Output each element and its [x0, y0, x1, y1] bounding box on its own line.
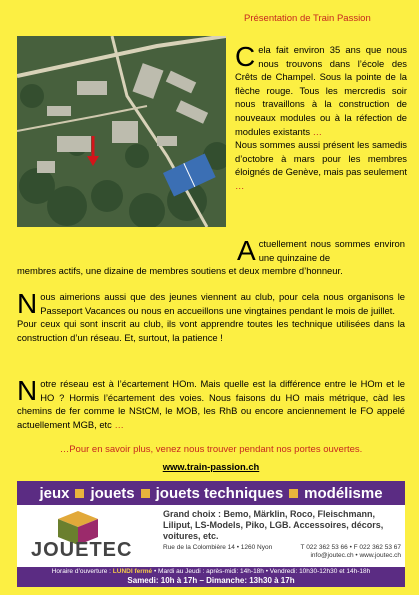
- aerial-photo: [17, 36, 226, 227]
- drop-cap: C: [235, 41, 256, 72]
- ad-info: Grand choix : Bemo, Märklin, Roco, Fleischmann, Liliput, LS-Models, Piko, LGB. Accessoires, décors, voitures, etc. Rue de la Colombière 14 • 1260 Nyon T 022 362 53 66 • F 022 362 53 67 info@joutec.ch • www.joutec.ch: [163, 509, 401, 559]
- members-paragraph: A ctuellement nous sommes environ une quinzaine de membres actifs, une dizaine de membres soutiens et deux membre d’honneur.: [17, 235, 405, 277]
- page-title: Présentation de Train Passion: [244, 13, 371, 24]
- open-house-invite: …Pour en savoir plus, venez nous trouver pendant nos portes ouvertes.: [59, 444, 363, 455]
- square-bullet-icon: [289, 489, 298, 498]
- drop-cap: N: [17, 288, 38, 319]
- shop-phone: T 022 362 53 66 • F 022 362 53 67: [300, 544, 401, 551]
- website-link[interactable]: www.train-passion.ch: [162, 461, 260, 472]
- joutec-advertisement: [17, 481, 405, 587]
- intro-paragraph: C ela fait environ 35 ans que nous nous trouvons dans l’école des Crêts de Champel. Sous la pointe de la flèche rouge. Tous les mercredis soir nous travaillons à la construction de nouveaux modules ou à la réfection de modules existants … Nous sommes aussi présent les samedis d’octobre à mars pour les membres éloignés de Genève, mais pas seulement …: [235, 41, 407, 191]
- joutec-logo: JOUETEC: [23, 509, 163, 567]
- youth-paragraph: N ous aimerions aussi que des jeunes viennent au club, pour cela nous organisons le Passeport Vacances ou nous en accueillons une vingtaines pendant le mois de juillet. Pour ceux qui sont inscrit au club, ils vont apprendre toutes les technique utilisées dans la construction d’un réseau. Et, surtout, la patience !: [17, 288, 405, 343]
- saturday-text: Nous sommes aussi présent les samedis d’octobre à mars pour les membres éloignés de Genève, mais pas seulement: [235, 139, 407, 178]
- drop-cap: N: [17, 375, 38, 406]
- square-bullet-icon: [141, 489, 150, 498]
- ad-banner: jeux jouets jouets techniques modélisme: [17, 481, 405, 505]
- opening-hours: Horaire d’ouverture : LUNDI fermé • Mardi au Jeudi : après-midi: 14h-18h • Vendredi: 10h30-12h30 et 14h-18h Samedi: 10h à 17h – Dimanche: 13h30 à 17h: [17, 567, 405, 587]
- gauge-paragraph: N otre réseau est à l’écartement HOm. Mais quelle est la différence entre le HOm et le HO ? Hormis l’écartement des voies. Nous faisons du HO mais métrique, càd les chemins de fer comme le NStCM, le MOB, les RhB ou encore anciennement le FO appelé actuellement MGB, etc …: [17, 375, 405, 430]
- shop-contact: info@joutec.ch • www.joutec.ch: [310, 552, 401, 559]
- intro-text: ela fait environ 35 ans que nous nous trouvons dans l’école des Crêts de Champel. Sous la pointe de la flèche rouge. Tous les mercredis soir nous travaillons à la construction de nouveaux modules ou à la réfection de modules existants: [235, 44, 407, 137]
- shop-address: Rue de la Colombière 14 • 1260 Nyon: [163, 544, 273, 551]
- drop-cap: A: [237, 235, 256, 266]
- square-bullet-icon: [75, 489, 84, 498]
